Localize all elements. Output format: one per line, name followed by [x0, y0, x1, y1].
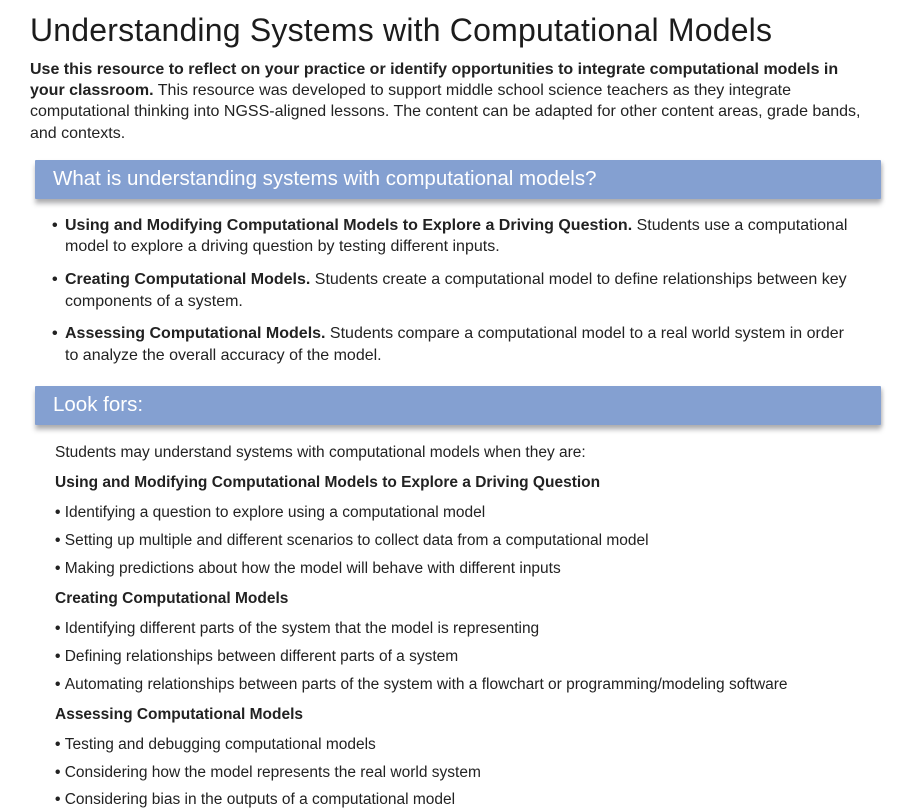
look-fors-group [55, 705, 865, 811]
bullet-text: Students create a computational model to define relationships between key components of a system. [65, 271, 847, 310]
section-header-what-is: What is understanding systems with computational models? [35, 160, 881, 199]
bullet-text: Students use a computational model to explore a driving question by testing different inputs. [65, 216, 848, 256]
look-fors-bullet: • Setting up multiple and different scenarios to collect data from a computational model [55, 531, 865, 552]
look-fors-bullet: • Automating relationships between parts of the system with a flowchart or programming/modeling software [55, 675, 865, 696]
look-fors-bullet: • Considering how the model represents the real world system [55, 763, 865, 784]
look-fors-bullet: • Making predictions about how the model will behave with different inputs [55, 559, 865, 580]
intro-paragraph [30, 59, 862, 144]
what-is-bullet [52, 269, 852, 312]
look-fors-intro: Students may understand systems with computational models when they are: [55, 444, 586, 462]
what-is-bullet [52, 215, 852, 258]
bullet-lead: Assessing Computational Models. [65, 325, 326, 343]
intro-regular-text: This resource was developed to support middle school science teachers as they integrate computational thinking into NGSS-aligned lessons. The content can be adapted for other content areas, grade bands, and contexts. [30, 82, 861, 142]
bullet-lead: Creating Computational Models. [65, 271, 311, 289]
what-is-bullet-list [30, 215, 852, 367]
look-fors-subhead: Creating Computational Models [55, 590, 289, 608]
bullet-lead: Using and Modifying Computational Models to Explore a Driving Question. [65, 216, 633, 234]
bullet-text: Students compare a computational model to a real world system in order to analyze the overall accuracy of the model. [65, 325, 844, 364]
look-fors-bullet: • Testing and debugging computational models [55, 735, 865, 756]
look-fors-group [55, 473, 865, 580]
section-header-look-fors: Look fors: [35, 386, 881, 425]
look-fors-bullet: • Defining relationships between different parts of a system [55, 647, 865, 668]
intro-bold-text: Use this resource to reflect on your practice or identify opportunities to integrate computational models in your classroom. [30, 60, 839, 100]
look-fors-subhead: Using and Modifying Computational Models to Explore a Driving Question [55, 474, 601, 492]
look-fors-bullet: • Identifying different parts of the system that the model is representing [55, 619, 865, 640]
what-is-bullet [52, 323, 852, 366]
look-fors-bullet: • Identifying a question to explore using a computational model [55, 503, 865, 524]
look-fors-group [55, 589, 865, 696]
look-fors-bullet: • Considering bias in the outputs of a computational model [55, 790, 865, 811]
page-title: Understanding Systems with Computational Models [30, 12, 773, 48]
look-fors-subhead: Assessing Computational Models [55, 705, 304, 723]
look-fors-body [55, 443, 865, 811]
